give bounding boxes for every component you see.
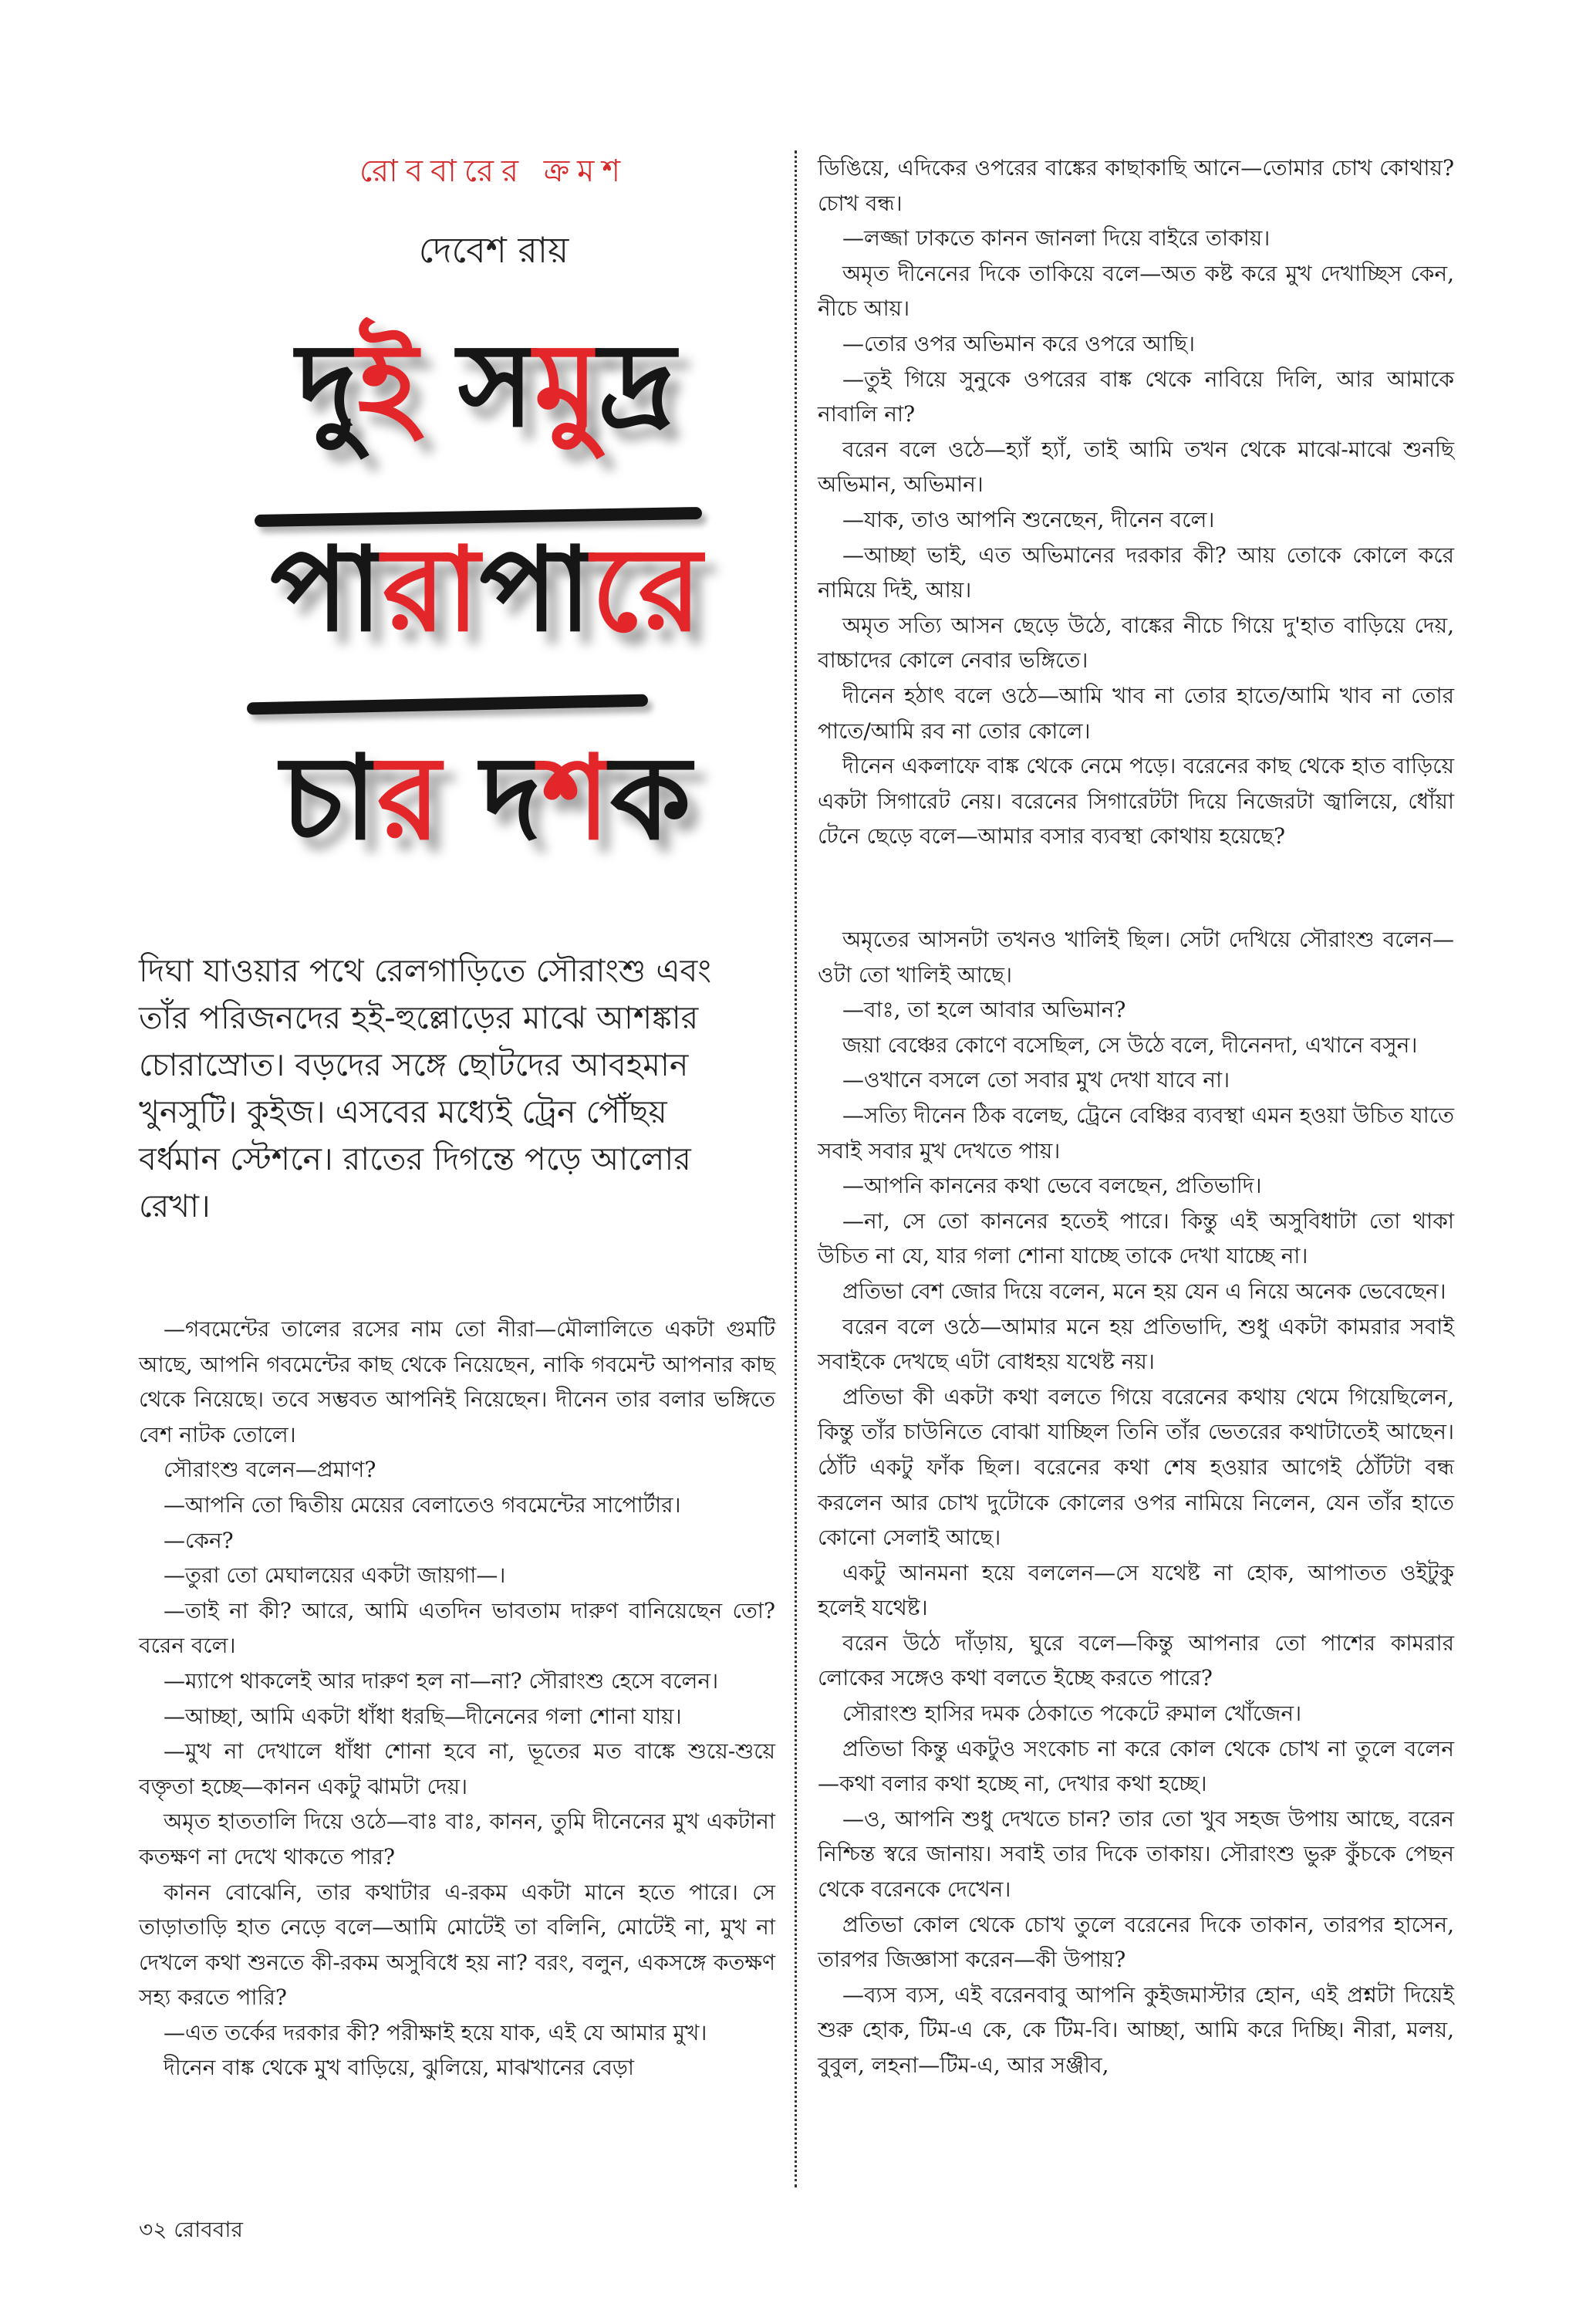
paragraph: দীনেন বাঙ্ক থেকে মুখ বাড়িয়ে, ঝুলিয়ে, মাঝখানের বেড়া <box>164 2055 635 2081</box>
paragraph: কানন বোঝেনি, তার কথাটার এ-রকম একটা মানে হতে পারে। সে তাড়াতাড়ি হাত নেড়ে বলে—আমি মোটেই তা বলিনি, মোটেই না, মুখ না দেখলে কথা শুনতে কী-রকম অসুবিধে হয় না? বরং, বলুন, একসঙ্গে কতক্ষণ সহ্য করতে পারি? <box>139 1879 775 2011</box>
paragraph: জয়া বেঞ্চের কোণে বসেছিল, সে উঠে বলে, দীনেনদা, এখানে বসুন। <box>842 1032 1418 1058</box>
title-fragment: ক <box>609 731 691 866</box>
title-fragment: মু <box>534 319 599 453</box>
paragraph: প্রতিভা কিন্তু একটুও সংকোচ না করে কোল থেকে চোখ না তুলে বলেন—কথা বলার কথা হচ্ছে না, দেখার কথা হচ্ছে। <box>818 1735 1454 1797</box>
paragraph: —আপনি কাননের কথা ভেবে বলছেন, প্রতিভাদি। <box>842 1173 1262 1199</box>
paragraph: —আচ্ছা ভাই, এত অভিমানের দরকার কী? আয় তোকে কোলে করে নামিয়ে দিই, আয়। <box>818 542 1454 603</box>
title-fragment: চা <box>281 731 377 866</box>
paragraph: প্রতিভা বেশ জোর দিয়ে বলেন, মনে হয় যেন এ নিয়ে অনেক ভেবেছেন। <box>842 1278 1446 1304</box>
body-column-right-top <box>818 150 1454 854</box>
paragraph: সৌরাংশু বলেন—প্রমাণ? <box>164 1457 376 1483</box>
title-fragment: রে <box>591 523 702 657</box>
paragraph: —না, সে তো কাননের হতেই পারে। কিন্তু এই অসুবিধাটা তো থাকা উচিত না যে, যার গলা শোনা যাচ্ছে তাকে দেখা যাচ্ছে না। <box>818 1208 1454 1269</box>
title-fragment: পা <box>270 523 383 657</box>
paragraph: —ম্যাপে থাকলেই আর দারুণ হল না—না? সৌরাংশু হেসে বলেন। <box>164 1667 719 1694</box>
paragraph: ডিঙিয়ে, এদিকের ওপরের বাঙ্কের কাছাকাছি আনে—তোমার চোখ কোথায়? চোখ বন্ধ। <box>818 155 1454 216</box>
title-fragment: পা <box>479 523 592 657</box>
section-kicker: রোববারের ক্রমশ <box>359 154 629 189</box>
brush-stroke <box>247 694 648 715</box>
paragraph: বরেন উঠে দাঁড়ায়, ঘুরে বলে—কিন্তু আপনার তো পাশের কামরার লোকের সঙ্গেও কথা বলতে ইচ্ছে করতে পারে? <box>818 1630 1454 1691</box>
title-fragment: রা <box>382 523 480 657</box>
title-fragment: র <box>376 731 441 866</box>
paragraph: —মুখ না দেখালে ধাঁধা শোনা হবে না, ভূতের মত বাঙ্কে শুয়ে-শুয়ে বক্তৃতা হচ্ছে—কানন একটু ঝামটা দেয়। <box>139 1738 775 1799</box>
paragraph: —ওখানে বসলে তো সবার মুখ দেখা যাবে না। <box>842 1067 1230 1093</box>
paragraph: —সত্যি দীনেন ঠিক বলেছ, ট্রেনে বেঞ্চির ব্যবস্থা এমন হওয়া উচিত যাতে সবাই সবার মুখ দেখতে পায়। <box>818 1102 1454 1164</box>
paragraph: সৌরাংশু হাসির দমক ঠেকাতে পকেটে রুমাল খোঁজেন। <box>842 1701 1302 1727</box>
title-line-2 <box>208 523 764 657</box>
paragraph: —তুই গিয়ে সুনুকে ওপরের বাঙ্ক থেকে নাবিয়ে দিলি, আর আমাকে নাবালি না? <box>818 366 1454 427</box>
paragraph: অমৃতের আসনটা তখনও খালিই ছিল। সেটা দেখিয়ে সৌরাংশু বলেন—ওটা তো খালিই আছে। <box>818 927 1454 988</box>
paragraph: —তুরা তো মেঘালয়ের একটা জায়গা—। <box>164 1562 506 1589</box>
paragraph: —তোর ওপর অভিমান করে ওপরে আছি। <box>842 330 1196 356</box>
paragraph: —বাঃ, তা হলে আবার অভিমান? <box>842 997 1126 1023</box>
paragraph: অমৃত দীনেনের দিকে তাকিয়ে বলে—অত কষ্ট করে মুখ দেখাচ্ছিস কেন, নীচে আয়। <box>818 260 1454 322</box>
paragraph: —গবমেন্টের তালের রসের নাম তো নীরা—মৌলালিতে একটা গুমটি আছে, আপনি গবমেন্টের কাছ থেকে নিয়েছেন, নাকি গবমেন্ট আপনার কাছ থেকে নিয়েছে। তবে সম্ভবত আপনিই নিয়েছেন। দীনেন তার বলার ভঙ্গিতে বেশ নাটক তোলে। <box>139 1316 775 1447</box>
paragraph: —লজ্জা ঢাকতে কানন জানলা দিয়ে বাইরে তাকায়। <box>842 225 1271 252</box>
paragraph: —ও, আপনি শুধু দেখতে চান? তার তো খুব সহজ উপায় আছে, বরেন নিশ্চিন্ত স্বরে জানায়। সবাই তার দিকে তাকায়। সৌরাংশু ভুরু কুঁচকে পেছন থেকে বরেনকে দেখেন। <box>818 1805 1454 1903</box>
paragraph: বরেন বলে ওঠে—আমার মনে হয় প্রতিভাদি, শুধু একটা কামরার সবাই সবাইকে দেখছে এটা বোধহয় যথেষ্ট নয়। <box>818 1313 1454 1375</box>
title-line-3 <box>208 731 764 866</box>
paragraph: দীনেন হঠাৎ বলে ওঠে—আমি খাব না তোর হাতে/আমি খাব না তোর পাতে/আমি রব না তোর কোলে। <box>818 682 1454 744</box>
title-line-1 <box>208 319 764 453</box>
title-fragment: দ্র <box>598 319 676 453</box>
paragraph: প্রতিভা কী একটা কথা বলতে গিয়ে বরেনের কথায় থেমে গিয়েছিলেন, কিন্তু তাঁর চাউনিতে বোঝা যাচ্ছিল তিনি তাঁর ভেতরের কথাটাতেই আছেন। ঠোঁট একটু ফাঁক ছিল। বরেনের কথা শেষ হওয়ার আগেই ঠোঁটটা বন্ধ করলেন আর চোখ দুটোকে কোলের ওপর নামিয়ে নিলেন, যেন তাঁর হাতে কোনো সেলাই আছে। <box>818 1383 1454 1551</box>
author-name: দেবেশ রায় <box>418 229 569 271</box>
paragraph: —যাক, তাও আপনি শুনেছেন, দীনেন বলে। <box>842 506 1215 532</box>
paragraph: —কেন? <box>164 1527 234 1553</box>
paragraph: বরেন বলে ওঠে—হ্যাঁ হ্যাঁ, তাই আমি তখন থেকে মাঝে-মাঝে শুনছি অভিমান, অভিমান। <box>818 436 1454 498</box>
paragraph: দীনেন একলাফে বাঙ্ক থেকে নেমে পড়ে। বরেনের কাছ থেকে হাত বাড়িয়ে একটা সিগারেট নেয়। বরেনের সিগারেটটা দিয়ে নিজেরটা জ্বালিয়ে, ধোঁয়া টেনে ছেড়ে বলে—আমার বসার ব্যবস্থা কোথায় হয়েছে? <box>818 753 1454 850</box>
paragraph: অমৃত সত্যি আসন ছেড়ে উঠে, বাঙ্কের নীচে গিয়ে দু'হাত বাড়িয়ে দেয়, বাচ্চাদের কোলে নেবার ভঙ্গিতে। <box>818 612 1454 674</box>
title-fragment: শ <box>542 731 610 866</box>
paragraph: —এত তর্কের দরকার কী? পরীক্ষাই হয়ে যাক, এই যে আমার মুখ। <box>164 2019 707 2045</box>
paragraph: প্রতিভা কোল থেকে চোখ তুলে বরেনের দিকে তাকান, তারপর হাসেন, তারপর জিজ্ঞাসা করেন—কী উপায়? <box>818 1911 1454 1973</box>
paragraph: —আচ্ছা, আমি একটা ধাঁধা ধরছি—দীনেনের গলা শোনা যায়। <box>164 1703 682 1729</box>
title-fragment: দ <box>440 731 542 866</box>
page-folio: ৩২ রোববার <box>139 2217 243 2242</box>
standfirst: দিঘা যাওয়ার পথে রেলগাড়িতে সৌরাংশু এবং তাঁর পরিজনদের হই-হুল্লোড়ের মাঝে আশঙ্কার চোরাস্রোত। বড়দের সঙ্গে ছোটদের আবহমান খুনসুটি। কুইজ। এসবের মধ্যেই ট্রেন পৌঁছয় বর্ধমান স্টেশনে। রাতের দিগন্তে পড়ে আলোর রেখা। <box>139 952 712 1224</box>
body-column-right-bottom <box>818 922 1454 2083</box>
title-fragment: স <box>417 319 535 453</box>
column-divider <box>795 150 797 2187</box>
paragraph: —ব্যস ব্যস, এই বরেনবাবু আপনি কুইজমাস্টার হোন, এই প্রশ্নটা দিয়েই শুরু হোক, টিম-এ কে, কে টিম-বি। আচ্ছা, আমি করে দিচ্ছি। নীরা, মলয়, বুবুল, লহনা—টিম-এ, আর সঞ্জীব, <box>818 1981 1454 2078</box>
title-fragment: দু <box>296 319 358 453</box>
title-fragment: ই <box>357 319 418 453</box>
paragraph: অমৃত হাততালি দিয়ে ওঠে—বাঃ বাঃ, কানন, তুমি দীনেনের মুখ একটানা কতক্ষণ না দেখে থাকতে পার? <box>139 1809 775 1870</box>
paragraph: —আপনি তো দ্বিতীয় মেয়ের বেলাতেও গবমেন্টের সাপোর্টার। <box>164 1491 681 1518</box>
body-column-left <box>139 1312 775 2086</box>
paragraph: একটু আনমনা হয়ে বললেন—সে যথেষ্ট না হোক, আপাতত ওইটুকু হলেই যথেষ্ট। <box>818 1559 1454 1621</box>
paragraph: —তাই না কী? আরে, আমি এতদিন ভাবতাম দারুণ বানিয়েছেন তো? বরেন বলে। <box>139 1597 775 1659</box>
